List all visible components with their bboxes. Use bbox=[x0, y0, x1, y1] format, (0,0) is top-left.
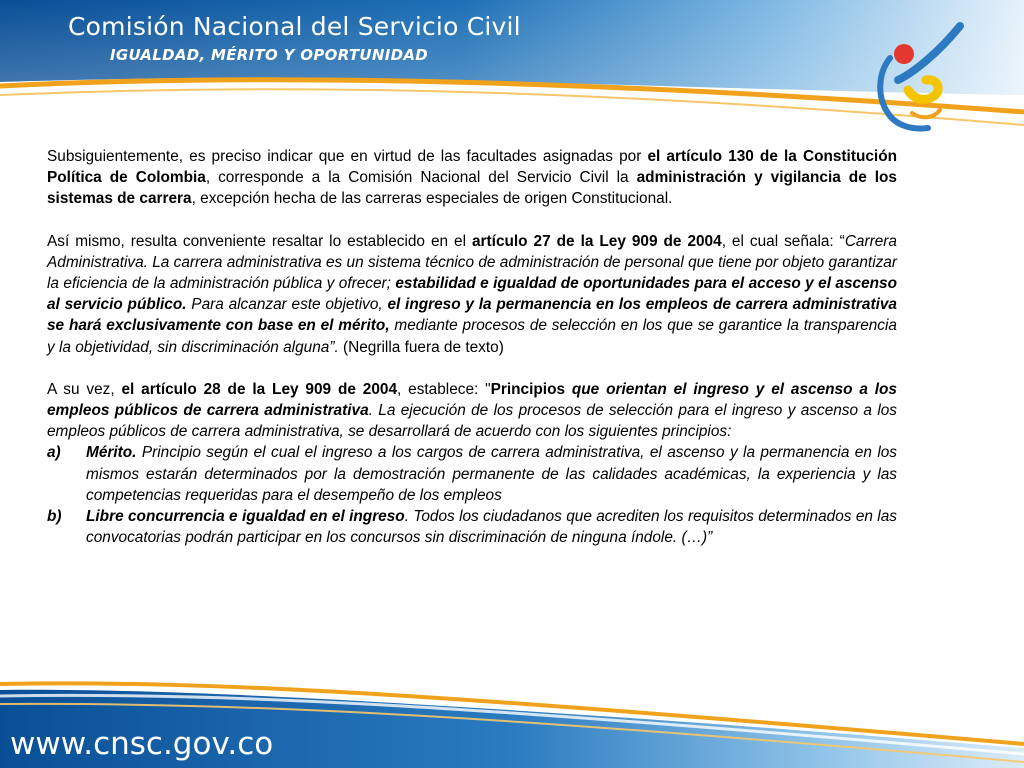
paragraph-constitution bbox=[47, 146, 897, 210]
document-body bbox=[47, 146, 897, 548]
text-run: A su vez, bbox=[47, 380, 122, 398]
cnsc-figure-logo-icon bbox=[868, 18, 968, 138]
footer-website-link[interactable]: www.cnsc.gov.co bbox=[10, 726, 274, 762]
text-run: Principios bbox=[490, 380, 566, 398]
text-run: Carrera Administrativa. La carrera administrativa es un sistema técnico de administración de personal que tiene por objeto garantizar la eficiencia de la administración pública y ofrecer; bbox=[47, 232, 897, 293]
principles-list bbox=[47, 442, 897, 548]
text-run: , corresponde a la Comisión Nacional del Servicio Civil la bbox=[205, 169, 637, 187]
org-motto: IGUALDAD, MÉRITO Y OPORTUNIDAD bbox=[110, 46, 429, 64]
text-run: . La ejecución de los procesos de selección para el ingreso y ascenso a los empleos públicos de carrera administrativa, se desarrollará de acuerdo con los siguientes principios: bbox=[47, 402, 897, 441]
paragraph-article-28 bbox=[47, 379, 897, 443]
text-run: artículo 27 de la Ley 909 de 2004 bbox=[472, 232, 722, 250]
text-run: el artículo 28 de la Ley 909 de 2004 bbox=[121, 380, 398, 398]
text-run: Libre concurrencia e igualdad en el ingreso bbox=[86, 508, 405, 526]
text-run: que orientan el ingreso y el ascenso a los empleos públicos de carrera administrativa bbox=[47, 380, 897, 420]
text-run: Mérito. bbox=[86, 444, 137, 462]
text-run: el ingreso y la permanencia en los empleos de carrera administrativa se hará exclusivamente con base en el mérito, bbox=[47, 296, 897, 335]
text-run: Así mismo, resulta conveniente resaltar lo establecido en el bbox=[47, 232, 472, 250]
text-run: Para alcanzar este objetivo, bbox=[186, 296, 388, 314]
text-run: , el cual señala: “ bbox=[721, 232, 845, 250]
text-run: estabilidad e igualdad de oportunidades para el acceso y el ascenso al servicio público. bbox=[47, 275, 897, 314]
text-run: . Todos los ciudadanos que acrediten los requisitos determinados en las convocatorias podrán participar en los concursos sin discriminación de ninguna índole. (…)” bbox=[86, 508, 897, 547]
org-name: Comisión Nacional del Servicio Civil bbox=[68, 12, 521, 41]
text-run: administración y vigilancia de los sistemas de carrera bbox=[47, 169, 897, 208]
list-item-text bbox=[86, 508, 897, 546]
list-marker: b) bbox=[47, 508, 62, 526]
text-run: Subsiguientemente, es preciso indicar que en virtud de las facultades asignadas por bbox=[47, 148, 648, 165]
text-run: mediante procesos de selección en los que se garantice la transparencia y la objetividad, sin discriminación alguna”. bbox=[47, 317, 897, 356]
text-run: Principio según el cual el ingreso a los cargos de carrera administrativa, el ascenso y la permanencia en los mismos estarán determinados por la demostración permanente de las calidades académicas, la experiencia y las competencias requeridas para el desempeño de los empleos bbox=[86, 444, 897, 504]
text-run: , establece: " bbox=[397, 380, 491, 398]
list-marker: a) bbox=[47, 444, 61, 462]
list-item bbox=[47, 442, 897, 506]
text-run: el artículo 130 de la Constitución Política de Colombia bbox=[47, 148, 897, 187]
list-item-text bbox=[86, 444, 897, 503]
text-run: , excepción hecha de las carreras especiales de origen Constitucional. bbox=[191, 190, 673, 208]
list-item bbox=[47, 506, 897, 548]
paragraph-article-27 bbox=[47, 231, 897, 358]
text-run: (Negrilla fuera de texto) bbox=[338, 338, 504, 356]
